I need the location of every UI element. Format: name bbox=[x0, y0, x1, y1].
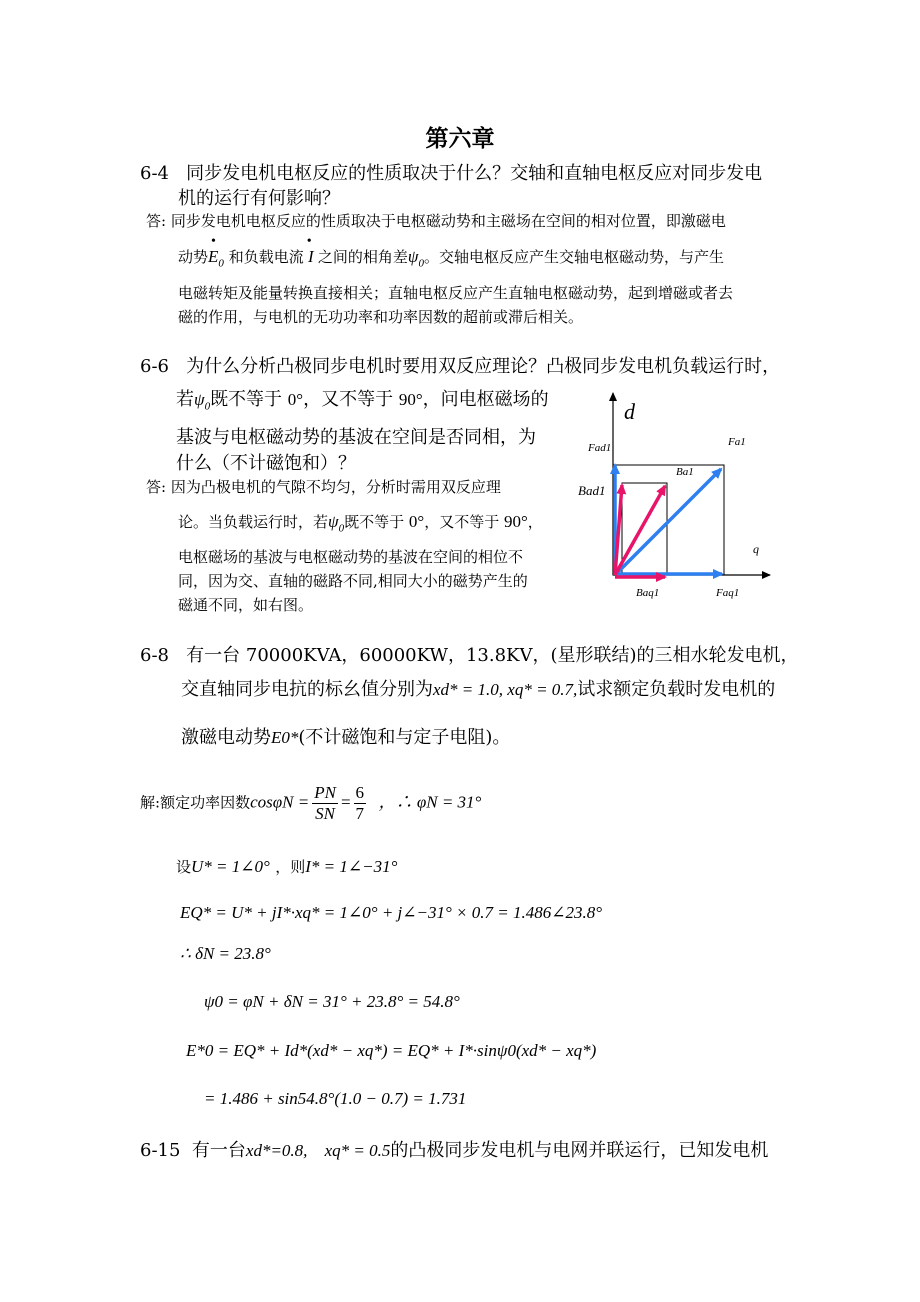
baq1-label: Baq1 bbox=[636, 587, 660, 599]
q-axis-label: q bbox=[753, 542, 759, 556]
fa1-label: Fa1 bbox=[728, 436, 746, 448]
cos-phi: cosφN = bbox=[250, 792, 310, 812]
q68-solution-label: 解: bbox=[140, 793, 161, 812]
q615-number: 6-15 bbox=[140, 1140, 181, 1161]
q615-line1 bbox=[140, 1137, 768, 1165]
deg-90: 90° bbox=[503, 512, 528, 531]
pn-over-sn: $\frac{PN}{SN}$ bbox=[314, 783, 336, 823]
q64-number: 6-4 bbox=[140, 163, 169, 184]
q64-answer-text-2b: 和负载电流 bbox=[228, 248, 304, 266]
bad1-label: Bad1 bbox=[578, 483, 606, 498]
psi0-symbol: $\psi_0$ bbox=[407, 247, 424, 270]
q66-answer-text-4: 同，因为交、直轴的磁路不同,相同大小的磁势产生的 bbox=[178, 572, 528, 590]
equals: = bbox=[340, 792, 351, 812]
q68-solution-text-1a: 额定功率因数 bbox=[160, 793, 251, 812]
q68-line2 bbox=[181, 676, 775, 704]
q615-xq: xq* = 0.5 bbox=[324, 1141, 391, 1160]
q68-text-2a: 交直轴同步电抗的标幺值分别为 bbox=[181, 679, 433, 700]
q66-text-2d: ，问电枢磁场的 bbox=[422, 389, 549, 410]
q64-line1 bbox=[140, 160, 762, 188]
q68-solution-text-2c: ，则 bbox=[275, 858, 306, 876]
six-sevenths: $\frac{6}{7}$ bbox=[355, 783, 365, 823]
q615-text-d: 的凸极同步发电机与电网并联运行，已知发电机 bbox=[390, 1140, 769, 1161]
q66-answer-line1 bbox=[146, 475, 501, 499]
q66-text-2b: 既不等于 bbox=[210, 389, 283, 410]
e0-equation: E*0 = EQ* + Id*(xd* − xq*) = EQ* + I*·sinψ0(xd* − xq*) bbox=[186, 1041, 597, 1060]
i-phasor: I* = 1∠−31° bbox=[305, 857, 398, 876]
q66-line2: 若$\psi_0$既不等于 0°，又不等于 90°，问电枢磁场的 bbox=[176, 389, 549, 413]
q64-answer-line2 bbox=[178, 245, 724, 275]
e0-result: = 1.486 + sin54.8°(1.0 − 0.7) = 1.731 bbox=[204, 1089, 467, 1108]
deg-0: 0° bbox=[287, 390, 304, 409]
d-axis-label: d bbox=[624, 399, 635, 424]
q66-text-1: 为什么分析凸极同步电机时要用双反应理论？凸极同步发电机负载运行时， bbox=[186, 356, 781, 377]
q68-solution-text-2a: 设 bbox=[176, 858, 192, 876]
q68-text-3c: (不计磁饱和与定子电阻)。 bbox=[298, 727, 511, 748]
q68-solution-line2 bbox=[176, 855, 397, 879]
q68-reactances: xd* = 1.0, xq* = 0.7, bbox=[433, 680, 578, 699]
q64-text-1: 同步发电机电枢反应的性质取决于什么？交轴和直轴电枢反应对同步发电 bbox=[186, 163, 763, 184]
q66-answer-text-2a: 论。当负载运行时，若 bbox=[178, 513, 329, 531]
q64-answer-line1 bbox=[146, 209, 726, 233]
q64-answer-text-4: 磁的作用，与电机的无功功率和功率因数的超前或滞后相关。 bbox=[178, 308, 584, 326]
psi0-symbol: $\psi_0$ bbox=[194, 390, 211, 413]
q64-answer-text-2c: 之间的相角差 bbox=[317, 248, 408, 266]
q64-answer-text-3: 电磁转矩及能量转换直接相关；直轴电枢反应产生直轴电枢磁动势，起到增磁或者去 bbox=[178, 284, 734, 302]
page-title: 第六章 bbox=[425, 125, 495, 152]
q66-answer-label: 答: bbox=[146, 478, 167, 496]
q68-line1 bbox=[140, 642, 799, 670]
fa1-vector bbox=[615, 469, 721, 575]
vector-diagram bbox=[570, 385, 790, 610]
q66-text-2a: 若 bbox=[176, 389, 194, 410]
e0-symbol: • $E_0$ bbox=[208, 245, 224, 275]
u-phasor: U* = 1∠0° bbox=[191, 857, 270, 876]
faq1-label: Faq1 bbox=[716, 587, 740, 599]
q68-line3 bbox=[181, 724, 510, 752]
i-symbol: • I bbox=[304, 245, 318, 269]
q64-answer-text-1: 同步发电机电枢反应的性质取决于电枢磁动势和主磁场在空间的相对位置，即激磁电 bbox=[170, 212, 726, 230]
q68-text-1: 有一台 70000KVA，60000KW，13.8KV，(星形联结)的三相水轮发电机， bbox=[186, 645, 799, 666]
phi-result: ，∴ φN = 31° bbox=[378, 792, 482, 812]
ba1-label: Ba1 bbox=[676, 466, 694, 478]
q66-answer-text-3: 电枢磁场的基波与电枢磁动势的基波在空间的相位不 bbox=[178, 548, 524, 566]
q64-answer-label: 答: bbox=[146, 212, 167, 230]
q66-text-3: 基波与电枢磁动势的基波在空间是否同相，为 bbox=[176, 427, 536, 448]
deg-90: 90° bbox=[398, 390, 423, 409]
q66-text-4: 什么（不计磁饱和）？ bbox=[176, 453, 356, 474]
delta-result: ∴ δN = 23.8° bbox=[180, 944, 271, 963]
q66-line1 bbox=[140, 353, 780, 381]
q66-answer-text-5: 磁通不同，如右图。 bbox=[178, 596, 314, 614]
eq-phasor-equation: EQ* = U* + jI*·xq* = 1∠0° + j∠−31° × 0.7 = 1.486∠23.8° bbox=[180, 903, 603, 922]
q615-xd: xd*=0.8, bbox=[245, 1141, 308, 1160]
q68-solution-line1 bbox=[140, 783, 481, 824]
q68-text-3a: 激磁电动势 bbox=[181, 727, 271, 748]
psi0-equation: ψ0 = φN + δN = 31° + 23.8° = 54.8° bbox=[204, 992, 460, 1011]
q615-text-a: 有一台 bbox=[191, 1140, 246, 1161]
q66-answer-text-2d: ， bbox=[527, 513, 543, 531]
q66-answer-text-2b: 既不等于 bbox=[344, 513, 405, 531]
q66-number: 6-6 bbox=[140, 356, 169, 377]
fad1-label: Fad1 bbox=[588, 442, 612, 454]
q66-answer-text-1: 因为凸极电机的气隙不均匀，分析时需用双反应理 bbox=[170, 478, 501, 496]
q64-text-2: 机的运行有何影响？ bbox=[178, 188, 340, 209]
q68-number: 6-8 bbox=[140, 645, 169, 666]
psi0-symbol: $\psi_0$ bbox=[328, 512, 345, 535]
deg-0: 0° bbox=[408, 512, 425, 531]
e0-star-symbol: E0* bbox=[271, 728, 299, 747]
q64-answer-text-2d: 。交轴电枢反应产生交轴电枢磁动势，与产生 bbox=[423, 248, 724, 266]
q68-text-2c: 试求额定负载时发电机的 bbox=[577, 679, 776, 700]
q64-answer-text-2a: 动势 bbox=[178, 248, 209, 266]
q66-answer-line2: 论。当负载运行时，若$\psi_0$既不等于 0°，又不等于 90°， bbox=[178, 512, 543, 535]
